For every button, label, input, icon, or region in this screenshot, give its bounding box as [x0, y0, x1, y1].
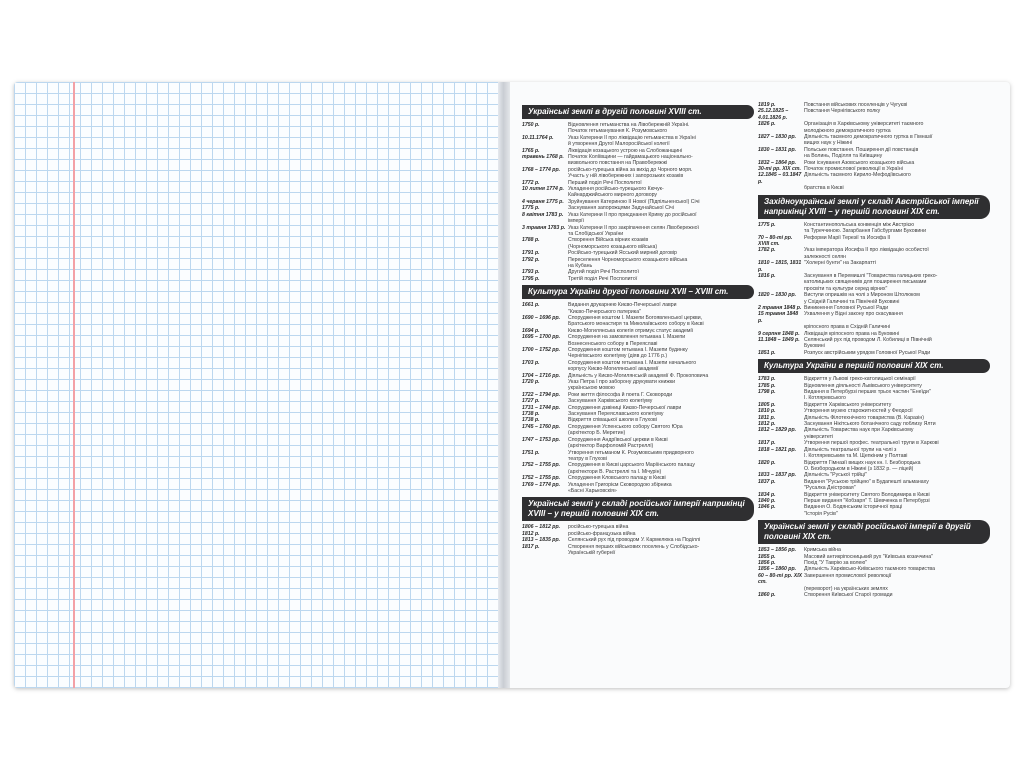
entry-date: 1820 р.	[758, 459, 776, 466]
entry-text: вищих наук у Ніжині	[804, 140, 853, 147]
entry-text: Діяльність Харківсько-Київського таємного товариства	[804, 566, 935, 573]
entry-date: 1775 р.	[758, 221, 776, 228]
entry-text: Утворення гетьманом К. Розумовським придворного	[568, 449, 694, 456]
entry-date: 1834 р.	[758, 491, 776, 498]
entry-date: 1846 р.	[758, 504, 776, 511]
entry-text: на Кубань	[568, 262, 593, 269]
section-title: Українські землі в другій половині XVIII ст.	[522, 105, 754, 119]
entry-text: Створення Київської Старої громади	[804, 592, 893, 598]
entry-text: Діяльність у Києво-Могилянській академії Ф. Прокоповича	[568, 372, 709, 379]
timeline-entry	[522, 550, 754, 556]
entry-date: 70 – 80-ті рр. XVIII ст.	[758, 234, 793, 247]
entry-date: 1720 р.	[522, 379, 540, 386]
entry-date: 1837 р.	[758, 478, 776, 485]
entry-date: 25.12.1825 – 4.01.1826 р.	[758, 108, 789, 121]
entry-date: 1782 р.	[758, 247, 776, 254]
entry-date: 1775 р.	[522, 205, 540, 212]
entry-text: Утворення музею старожитностей у Феодосії	[804, 408, 913, 415]
entry-text: Створення перших військових поселень у Слобідсько-	[568, 543, 700, 550]
section-title: Західноукраїнські землі у складі Австрійської імперії наприкінці XVIII – у першій половині XIX ст.	[758, 195, 990, 219]
entry-date: 1840 р.	[758, 497, 776, 504]
entry-text: Спорудження коштом гетьмана І. Мазепи начального	[568, 359, 697, 366]
entry-text: "Історія Русів"	[804, 510, 838, 517]
entry-date: 1783 р.	[758, 376, 776, 383]
entry-date: 1690 – 1696 рр.	[522, 314, 561, 321]
entry-date: 1832 – 1864 рр.	[758, 159, 797, 166]
section-title: Культура України в першій половині XIX ст.	[758, 359, 990, 373]
entry-text: Заснування Переяславського колегіуму	[568, 411, 664, 418]
entry-text: Діяльність Філотехнічного товариства (В. Каразін)	[804, 414, 924, 421]
entry-date: 10 липня 1774 р.	[522, 186, 564, 193]
entry-text: російсько-французька війна	[568, 530, 636, 537]
entry-text: Укладення російсько-турецького Кючук-	[568, 186, 664, 193]
entry-date	[522, 488, 568, 494]
entry-text: російсько-турецька війна за вихід до Чорного моря.	[568, 166, 693, 173]
entry-date: 1826 р.	[758, 121, 776, 128]
entry-date: 1793 р.	[522, 269, 540, 276]
entry-text: Діяльність таємного демократичного гуртка в Гімназії	[804, 134, 933, 141]
entry-text: Заснування запорожцями Задунайської Січі	[568, 205, 674, 212]
entry-date: 1750 р.	[522, 122, 540, 128]
entry-text: Ліквідація козацького устрою на Слобожанщині	[568, 147, 683, 154]
entry-text: Спорудження на замовлення гетьмана І. Мазепи	[568, 334, 686, 341]
entry-text: українською мовою	[568, 385, 615, 392]
entry-text: Повстання Чернігівського полку	[804, 108, 881, 115]
entry-date: 1811 р.	[758, 414, 776, 421]
entry-text: Початок промислової революції в Україні	[804, 166, 903, 173]
entry-date: 1817 р.	[758, 440, 776, 447]
entry-date: 15 травня 1848 р.	[758, 311, 799, 324]
entry-date: 1851 р.	[758, 349, 776, 356]
entry-text: Спорудження Кловського палацу в Києві	[568, 475, 666, 482]
entry-text: (Чорноморського козацького війська)	[568, 243, 658, 250]
entry-text: Діяльність театральної трупи на чолі з	[804, 446, 897, 453]
entry-text: Виступи опришків на чолі з Мироном Штолюком	[804, 292, 920, 299]
entry-text: корпусу Києво-Могилянської академії	[568, 366, 659, 373]
entry-date: 1853 – 1856 рр.	[758, 547, 797, 554]
entry-date: 1818 – 1821 рр.	[758, 446, 797, 453]
entry-text: Заснування Нікітського ботанічного саду поблизу Ялти	[804, 421, 936, 428]
entry-date: 1769 – 1774 рр.	[522, 481, 561, 488]
entry-text: імперії	[568, 218, 584, 225]
entry-text: Російсько-турецький Ясський мирний договір	[568, 250, 677, 257]
entry-text: Указ Катерини II про закріпачення селян Лівобережної	[568, 224, 699, 231]
timeline-entry	[758, 172, 990, 185]
entry-text: О. Безбородьком в Ніжині (з 1832 р. — ліцей)	[804, 465, 914, 472]
entry-date: травень 1768 р.	[522, 154, 564, 161]
notebook-spread	[14, 82, 1010, 688]
entry-text: братства в Києві	[804, 185, 844, 192]
entry-date: 1704 – 1716 рр.	[522, 372, 561, 379]
entry-text: Створення Війська вірних козаків	[568, 237, 649, 244]
entry-text: Відкриття Харківського університету	[804, 401, 892, 408]
entry-date: 1722 – 1794 рр.	[522, 391, 561, 398]
entry-text: Участь у ній лівобережних і запорозьких козаків	[568, 173, 684, 180]
entry-date: 1751 р.	[522, 449, 540, 456]
entry-date: 2 травня 1848 р.	[758, 304, 802, 311]
entry-text: Указ Петра I про заборону друкувати книжки	[568, 379, 676, 386]
entry-text: Перше видання "Кобзаря" Т. Шевченка в Петербурзі	[804, 497, 930, 504]
entry-text: Братського монастиря та Миколаївського собору в Києві	[568, 321, 704, 328]
entry-text: Заснування Харківського колегіуму	[568, 398, 653, 405]
entry-date: 1819 р.	[758, 102, 776, 108]
entry-date	[758, 511, 804, 517]
timeline-entry	[758, 235, 990, 248]
entry-text: Відкриття співацької школи в Глухові	[568, 417, 657, 424]
entry-text: Виникнення Головної Руської Ради	[804, 304, 889, 311]
entry-text: Розпуск австрійським урядом Головної Руської Ради	[804, 349, 931, 356]
entry-date: 30-ті рр. XIX ст.	[758, 166, 801, 173]
entry-text: Києво-Могилянська колегія отримує статус академії	[568, 327, 694, 334]
entry-date: 8 квітня 1783 р.	[522, 211, 564, 218]
entry-text: Селянський рух під проводом У. Кармелюка на Поділлі	[568, 537, 701, 544]
entry-date: 1788 р.	[522, 237, 540, 244]
entry-text: Третій поділ Речі Посполитої	[568, 275, 638, 282]
entry-text: "Холерні бунти" на Закарпатті	[804, 260, 876, 267]
entry-text: Польське повстання. Поширення дії повстанців	[804, 146, 919, 153]
entry-date: 12.1845 – 03.1847 р.	[758, 172, 802, 185]
entry-text: Заснування в Перемишлі "Товариства галицьких греко-	[804, 272, 938, 279]
entry-text: Похід "У Таврію за волею"	[804, 559, 868, 566]
entry-text: (архітектори В. Растреллі та І. Мічурін)	[568, 468, 662, 475]
timeline-entry	[522, 276, 754, 282]
entry-text: театру в Глухові	[568, 455, 607, 462]
entry-date: 1856 р.	[758, 559, 776, 566]
entry-date: 9 серпня 1848 р.	[758, 330, 800, 337]
entry-date: 1816 р.	[758, 272, 776, 279]
entry-date: 1812 р.	[522, 530, 540, 537]
entry-text: Кайнарджийського мирного договору	[568, 192, 658, 199]
entry-text: Ухвалення у Відні закону про скасування	[804, 311, 903, 318]
entry-text: (архітектор Варфоломій Растреллі)	[568, 443, 654, 450]
section-title: Українські землі у складі російської імперії в другій половині XIX ст.	[758, 520, 990, 544]
entry-text: Видання "Руською трійцею" в Будапешті альманаху	[804, 478, 929, 485]
entry-text: І. Котляревським та М. Щепкіним у Полтаві	[804, 453, 908, 460]
entry-date: 1856 – 1860 рр.	[758, 566, 797, 573]
timeline-entry	[758, 573, 990, 586]
entry-text: залежності селян	[804, 253, 846, 260]
entry-date: 1791 р.	[522, 250, 540, 257]
entry-text: Спорудження коштом гетьмана І. Мазепи будинку	[568, 347, 688, 353]
entry-text: Вознесенського собору в Переяславі	[568, 340, 658, 347]
entry-text: Відкриття Гімназії вищих наук кн. І. Безбородька	[804, 459, 921, 466]
entry-date: 1765 р.	[522, 147, 540, 154]
entry-text: Чернігівського колегіуму (діяв до 1776 р.)	[568, 353, 668, 360]
entry-text: Укладення Григорієм Сковородою збірника	[568, 481, 672, 488]
entry-text: Указ Катерини II про ліквідацію гетьманства в Україні	[568, 134, 696, 141]
entry-date: 1795 р.	[522, 275, 540, 282]
entry-date: 1661 р.	[522, 302, 540, 309]
entry-date: 1827 – 1830 рр.	[758, 134, 797, 141]
timeline-entry	[758, 511, 990, 517]
entry-text: католицьких священиків для поширення письмами	[804, 279, 927, 286]
entry-date: 1830 – 1831 рр.	[758, 146, 797, 153]
entry-text: Спорудження Успенського собору Святого Юра	[568, 423, 683, 430]
entry-text: просвіти та культури серед вірних"	[804, 285, 888, 292]
entry-text: І. Котляревського	[804, 395, 846, 402]
entry-date: 1727 р.	[522, 398, 540, 405]
entry-text: російсько-турецька війна	[568, 524, 629, 531]
entry-date: 1694 р.	[522, 327, 540, 334]
entry-date	[522, 550, 568, 556]
entry-date: 1860 р.	[758, 592, 776, 598]
entry-text: Спорудження коштом І. Мазепи Богоявленської церкви,	[568, 314, 703, 321]
entry-date: 1752 – 1755 рр.	[522, 462, 561, 469]
entry-text: Видання О. Бодянським історичної праці	[804, 504, 903, 511]
entry-text: Переселення Чорноморського козацького війська	[568, 256, 688, 263]
timeline-entry	[758, 108, 990, 121]
entry-text: Завершення промислової революції	[804, 572, 892, 579]
notebook-spine	[498, 82, 510, 688]
entry-date	[758, 185, 804, 191]
timeline-entry	[758, 311, 990, 324]
entry-text: Спорудження Андріївської церкви в Києві	[568, 436, 668, 443]
entry-text: Кримська війна	[804, 547, 841, 554]
entry-date: 1805 р.	[758, 401, 776, 408]
entry-date: 1738 р.	[522, 417, 540, 424]
entry-text: Масовий антикріпосницький рух "Київська козаччина"	[804, 553, 933, 560]
timeline-entry	[522, 488, 754, 494]
entry-text: Селянський рух під проводом Л. Кобилиці в Північній	[804, 337, 932, 343]
entry-date: 1785 р.	[758, 382, 776, 389]
entry-text: визвольного повстання на Правобережжі	[568, 160, 668, 167]
entry-text: Указ імператора Йосифа II про ліквідацію особистої	[804, 247, 929, 254]
entry-date: 1806 – 1812 рр.	[522, 524, 561, 531]
entry-text: Відкриття університету Святого Володимира в Києві	[804, 491, 930, 498]
entry-text: Зруйнування Катериною II Нової (Підпільненської) Січі	[568, 198, 700, 205]
entry-date: 1812 р.	[758, 421, 776, 428]
entry-date: 4 червня 1775 р.	[522, 198, 564, 205]
entry-date: 1798 р.	[758, 389, 776, 396]
entry-date: 1820 – 1830 рр.	[758, 292, 797, 299]
entry-date: 1792 р.	[522, 256, 540, 263]
section-title: Культура України другої половини XVII – XVIII ст.	[522, 285, 754, 299]
timeline-entry	[758, 350, 990, 356]
entry-text: Перший поділ Речі Посполитої	[568, 179, 642, 186]
entry-date: 1747 – 1753 рр.	[522, 436, 561, 443]
entry-date: 1752 – 1755 рр.	[522, 475, 561, 482]
entry-text: Ліквідація кріпосного права на Буковині	[804, 330, 900, 337]
entry-text: (переворот) на українських землях	[804, 585, 888, 592]
entry-date: 1695 – 1700 рр.	[522, 334, 561, 341]
entry-text: Відновлення гетьманства на Лівобережній Україні.	[568, 122, 690, 128]
entry-date: 1810 р.	[758, 408, 776, 415]
right-column	[758, 102, 990, 598]
entry-text: Видання друкарнею Києво-Печерської лаври	[568, 302, 677, 309]
entry-text: Діяльність Товариства наук при Харківському	[804, 427, 914, 434]
entry-text: Початок Коліївщини — гайдамацького національно-	[568, 154, 693, 161]
entry-text: "Русалка Дністровая"	[804, 485, 856, 492]
entry-text: Спорудження дзвіниці Києво-Печерської лаври	[568, 404, 682, 411]
entry-date: 1810 – 1815, 1831 р.	[758, 260, 802, 273]
entry-text: й утворення Другої Малоросійської колегії	[568, 141, 670, 148]
entry-date: 1772 р.	[522, 179, 540, 186]
entry-text: Роки життя філософа й поета Г. Сковороди	[568, 391, 673, 398]
entry-date: 1703 р.	[522, 359, 540, 366]
entry-text: кріпосного права в Східній Галичині	[804, 324, 891, 331]
entry-date: 1700 – 1752 рр.	[522, 347, 561, 353]
entry-text: Константинопольська конвенція між Австрією	[804, 221, 915, 228]
entry-text: Другий поділ Речі Посполитої	[568, 269, 639, 276]
entry-text: "Києво-Печерського патерика"	[568, 308, 641, 315]
timeline-entry	[758, 260, 990, 273]
entry-date: 3 травня 1783 р.	[522, 224, 566, 231]
entry-text: Діяльність "Руської трійці"	[804, 472, 867, 479]
entry-date: 1833 – 1837 рр.	[758, 472, 797, 479]
entry-text: університеті	[804, 433, 834, 440]
entry-text: у Східній Галичині та Північній Буковині	[804, 298, 900, 305]
entry-text: «Басні Харьковскія»	[568, 487, 617, 494]
entry-text: Роки існування Азовського козацького війська	[804, 159, 915, 166]
entry-text: Організація в Харківському університеті таємного	[804, 121, 924, 128]
entry-date: 1768 – 1774 рр.	[522, 166, 561, 173]
timeline-entry	[758, 592, 990, 598]
entry-date: 10.11.1764 р.	[522, 134, 554, 141]
entry-text: молодіжного демократичного гуртка	[804, 127, 891, 134]
entry-text: Видання в Петербурзі перших трьох частин "Енеїди"	[804, 389, 931, 396]
entry-text: Відкриття у Львові греко-католицької семінарії	[804, 376, 916, 383]
entry-date: 60 – 80-ті рр. XIX ст.	[758, 572, 803, 586]
entry-text: Буковині	[804, 343, 825, 350]
entry-text: на Волинь, Поділля та Київщину	[804, 153, 883, 160]
timeline-entry	[758, 185, 990, 191]
entry-date: 1855 р.	[758, 553, 776, 560]
entry-text: Початок гетьманування К. Розумовського	[568, 128, 668, 135]
entry-date: 1813 – 1835 рр.	[522, 537, 561, 544]
entry-date: 1738 р.	[522, 411, 540, 418]
entry-text: Реформи Марії Терезії та Йосифа II	[804, 234, 891, 241]
entry-text: Указ Катерини II про приєднання Криму до російської	[568, 211, 697, 218]
history-reference-page	[510, 82, 1010, 688]
entry-text: та Туреччиною. Загарбання Габсбургами Буковини	[804, 228, 927, 235]
entry-date: 1812 – 1829 рр.	[758, 427, 797, 434]
grid-page	[14, 82, 498, 688]
entry-text: Утворення першої профес. театральної трупи в Харкові	[804, 440, 939, 447]
entry-text: Повстання військових поселенців у Чугуєві	[804, 102, 908, 108]
entry-text: Спорудження в Києві царського Маріїнського палацу	[568, 462, 695, 469]
entry-text: Українській губернії	[568, 549, 616, 556]
entry-text: Відновлення діяльності Львівського університету	[804, 382, 922, 389]
entry-date: 11.1848 – 1849 р.	[758, 337, 800, 343]
entry-text: Діяльність таємного Кирило-Мефодіївського	[804, 172, 911, 179]
entry-text: (архітектор Б. Меретин)	[568, 430, 626, 437]
entry-date: 1817 р.	[522, 543, 540, 550]
section-title: Українські землі у складі російської імперії наприкінці XVIII – у першій половині XIX ст.	[522, 497, 754, 521]
left-column	[522, 102, 754, 556]
entry-date: 1745 – 1760 рр.	[522, 423, 561, 430]
entry-date: 1731 – 1744 рр.	[522, 404, 561, 411]
entry-text: та Слобідської України	[568, 230, 624, 237]
